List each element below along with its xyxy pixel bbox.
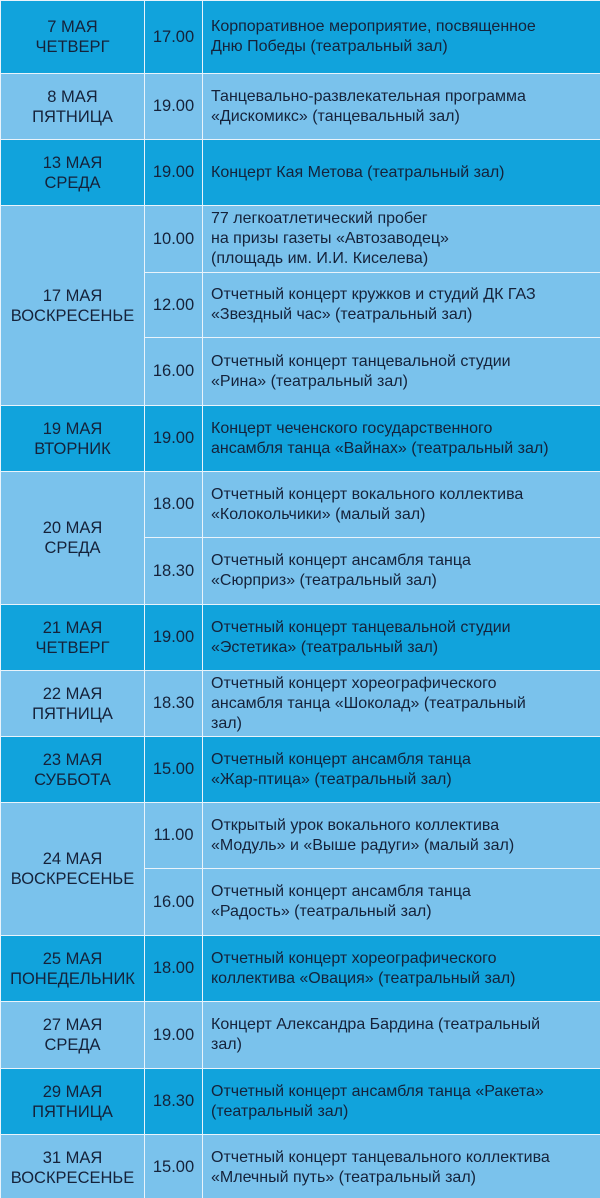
event-time: 12.00 bbox=[145, 273, 203, 338]
event-time: 18.30 bbox=[145, 671, 203, 737]
event-description-line: 77 легкоатлетический пробег bbox=[211, 210, 428, 227]
event-time: 19.00 bbox=[145, 1002, 203, 1069]
day-date: 20 МАЯ bbox=[42, 519, 103, 537]
event-description-line: «Радость» (театральный зал) bbox=[211, 903, 432, 920]
date-cell bbox=[1, 1, 145, 74]
event-description bbox=[203, 1135, 600, 1198]
day-date: 27 МАЯ bbox=[42, 1016, 103, 1034]
day-date: 8 МАЯ bbox=[47, 87, 98, 106]
schedule-row bbox=[1, 803, 600, 869]
event-time: 15.00 bbox=[145, 1135, 203, 1198]
day-date: 31 МАЯ bbox=[42, 1148, 103, 1167]
event-description-line: Открытый урок вокального коллектива bbox=[211, 816, 500, 834]
event-description bbox=[203, 671, 600, 737]
event-description-line: «Модуль» и «Выше радуги» (малый зал) bbox=[211, 836, 515, 854]
day-date: 24 МАЯ bbox=[42, 850, 103, 868]
schedule-row bbox=[1, 406, 600, 472]
event-description-line: Отчетный концерт ансамбля танца bbox=[211, 750, 471, 768]
event-description-line: Отчетный концерт танцевального коллектива bbox=[211, 1148, 550, 1166]
day-weekday: СРЕДА bbox=[44, 1036, 101, 1054]
event-description-line: Отчетный концерт ансамбля танца bbox=[211, 552, 471, 569]
day-date: 25 МАЯ bbox=[42, 949, 103, 968]
schedule-row bbox=[1, 1135, 600, 1198]
event-description-line: «Колокольчики» (малый зал) bbox=[211, 505, 426, 523]
event-description bbox=[203, 869, 600, 936]
event-description-line: Отчетный концерт кружков и студий ДК ГАЗ bbox=[211, 286, 536, 303]
event-description bbox=[203, 74, 600, 140]
event-description bbox=[203, 1, 600, 74]
date-cell bbox=[1, 1069, 145, 1135]
schedule-row bbox=[1, 206, 600, 273]
event-description-line: Отчетный концерт хореографического bbox=[211, 674, 497, 692]
event-description bbox=[203, 338, 600, 406]
day-weekday: ЧЕТВЕРГ bbox=[35, 38, 110, 56]
event-description-line: Отчетный концерт танцевальной студии bbox=[211, 618, 511, 636]
day-date: 29 МАЯ bbox=[42, 1082, 103, 1101]
schedule-row bbox=[1, 936, 600, 1002]
event-description-line: «Жар-птица» (театральный зал) bbox=[211, 770, 452, 788]
schedule-row bbox=[1, 1002, 600, 1069]
event-description bbox=[203, 538, 600, 605]
date-cell bbox=[1, 605, 145, 671]
event-description-line: Концерт чеченского государственного bbox=[211, 419, 493, 437]
event-description-line: Отчетный концерт ансамбля танца «Ракета» bbox=[211, 1082, 544, 1100]
day-weekday: ПЯТНИЦА bbox=[32, 1102, 113, 1121]
day-weekday: ВОСКРЕСЕНЬЕ bbox=[10, 870, 135, 888]
event-description bbox=[203, 605, 600, 671]
day-weekday: ВОСКРЕСЕНЬЕ bbox=[10, 306, 135, 325]
event-description-line: Отчетный концерт вокального коллектива bbox=[211, 485, 524, 503]
event-description-line: «Звездный час» (театральный зал) bbox=[211, 306, 473, 323]
event-description-line: «Сюрприз» (театральный зал) bbox=[211, 572, 437, 589]
event-time: 18.30 bbox=[145, 1069, 203, 1135]
day-weekday: СУББОТА bbox=[34, 770, 111, 789]
event-description bbox=[203, 1069, 600, 1135]
event-time: 19.00 bbox=[145, 74, 203, 140]
day-weekday: ЧЕТВЕРГ bbox=[35, 638, 110, 657]
schedule-row bbox=[1, 1, 600, 74]
event-description-line: «Эстетика» (театральный зал) bbox=[211, 638, 439, 656]
event-description-line: (театральный зал) bbox=[211, 1102, 349, 1120]
date-cell bbox=[1, 1135, 145, 1198]
event-description-line: «Млечный путь» (театральный зал) bbox=[211, 1168, 476, 1186]
day-weekday: ПОНЕДЕЛЬНИК bbox=[10, 969, 135, 988]
day-date: 22 МАЯ bbox=[42, 684, 103, 703]
event-description-line: ансамбля танца «Шоколад» (театральный bbox=[211, 694, 526, 712]
event-description-line: зал) bbox=[211, 1036, 242, 1053]
event-time: 16.00 bbox=[145, 869, 203, 936]
event-description bbox=[203, 140, 600, 206]
event-time: 10.00 bbox=[145, 206, 203, 273]
event-description-line: (площадь им. И.И. Киселева) bbox=[211, 250, 429, 267]
event-description-line: «Рина» (театральный зал) bbox=[211, 372, 408, 390]
date-cell bbox=[1, 140, 145, 206]
event-description bbox=[203, 206, 600, 273]
schedule-body bbox=[1, 1, 600, 1198]
date-cell bbox=[1, 1002, 145, 1069]
event-description-line: ансамбля танца «Вайнах» (театральный зал) bbox=[211, 439, 549, 457]
day-date: 23 МАЯ bbox=[42, 750, 103, 769]
event-time: 15.00 bbox=[145, 737, 203, 803]
day-weekday: СРЕДА bbox=[44, 539, 101, 557]
event-description-line: на призы газеты «Автозаводец» bbox=[211, 230, 449, 247]
event-time: 19.00 bbox=[145, 605, 203, 671]
event-description bbox=[203, 273, 600, 338]
day-date: 13 МАЯ bbox=[42, 153, 103, 172]
event-description-line: коллектива «Овация» (театральный зал) bbox=[211, 969, 516, 987]
day-date: 19 МАЯ bbox=[42, 419, 103, 438]
event-time: 19.00 bbox=[145, 406, 203, 472]
event-description-line: Дню Победы (театральный зал) bbox=[211, 38, 448, 55]
schedule-row bbox=[1, 671, 600, 737]
event-description bbox=[203, 936, 600, 1002]
event-description-line: Корпоративное мероприятие, посвященное bbox=[211, 18, 536, 35]
day-weekday: СРЕДА bbox=[44, 173, 101, 192]
date-cell bbox=[1, 671, 145, 737]
event-description-line: Отчетный концерт хореографического bbox=[211, 949, 497, 967]
date-cell bbox=[1, 206, 145, 406]
date-cell bbox=[1, 803, 145, 936]
date-cell bbox=[1, 406, 145, 472]
schedule-row bbox=[1, 1069, 600, 1135]
event-description-line: зал) bbox=[211, 714, 242, 732]
event-description-line: Концерт Кая Метова (театральный зал) bbox=[211, 163, 505, 181]
day-weekday: ВОСКРЕСЕНЬЕ bbox=[10, 1168, 135, 1187]
day-date: 7 МАЯ bbox=[47, 18, 98, 36]
event-description bbox=[203, 803, 600, 869]
event-time: 11.00 bbox=[145, 803, 203, 869]
event-description-line: «Дискомикс» (танцевальный зал) bbox=[211, 107, 460, 125]
schedule-row bbox=[1, 140, 600, 206]
event-description-line: Отчетный концерт ансамбля танца bbox=[211, 883, 471, 900]
schedule-row bbox=[1, 737, 600, 803]
event-time: 17.00 bbox=[145, 1, 203, 74]
event-description bbox=[203, 472, 600, 538]
event-time: 16.00 bbox=[145, 338, 203, 406]
event-description bbox=[203, 406, 600, 472]
date-cell bbox=[1, 472, 145, 605]
date-cell bbox=[1, 74, 145, 140]
date-cell bbox=[1, 936, 145, 1002]
day-weekday: ВТОРНИК bbox=[34, 439, 111, 458]
schedule-row bbox=[1, 74, 600, 140]
event-time: 18.00 bbox=[145, 936, 203, 1002]
event-time: 18.30 bbox=[145, 538, 203, 605]
event-description bbox=[203, 737, 600, 803]
day-date: 17 МАЯ bbox=[42, 286, 103, 305]
event-time: 19.00 bbox=[145, 140, 203, 206]
event-time: 18.00 bbox=[145, 472, 203, 538]
day-weekday: ПЯТНИЦА bbox=[32, 704, 113, 723]
schedule-row bbox=[1, 605, 600, 671]
event-description bbox=[203, 1002, 600, 1069]
event-description-line: Отчетный концерт танцевальной студии bbox=[211, 352, 511, 370]
event-description-line: Концерт Александра Бардина (театральный bbox=[211, 1016, 541, 1033]
day-weekday: ПЯТНИЦА bbox=[32, 107, 113, 126]
day-date: 21 МАЯ bbox=[42, 618, 103, 637]
date-cell bbox=[1, 737, 145, 803]
schedule-row bbox=[1, 472, 600, 538]
event-description-line: Танцевально-развлекательная программа bbox=[211, 87, 526, 105]
